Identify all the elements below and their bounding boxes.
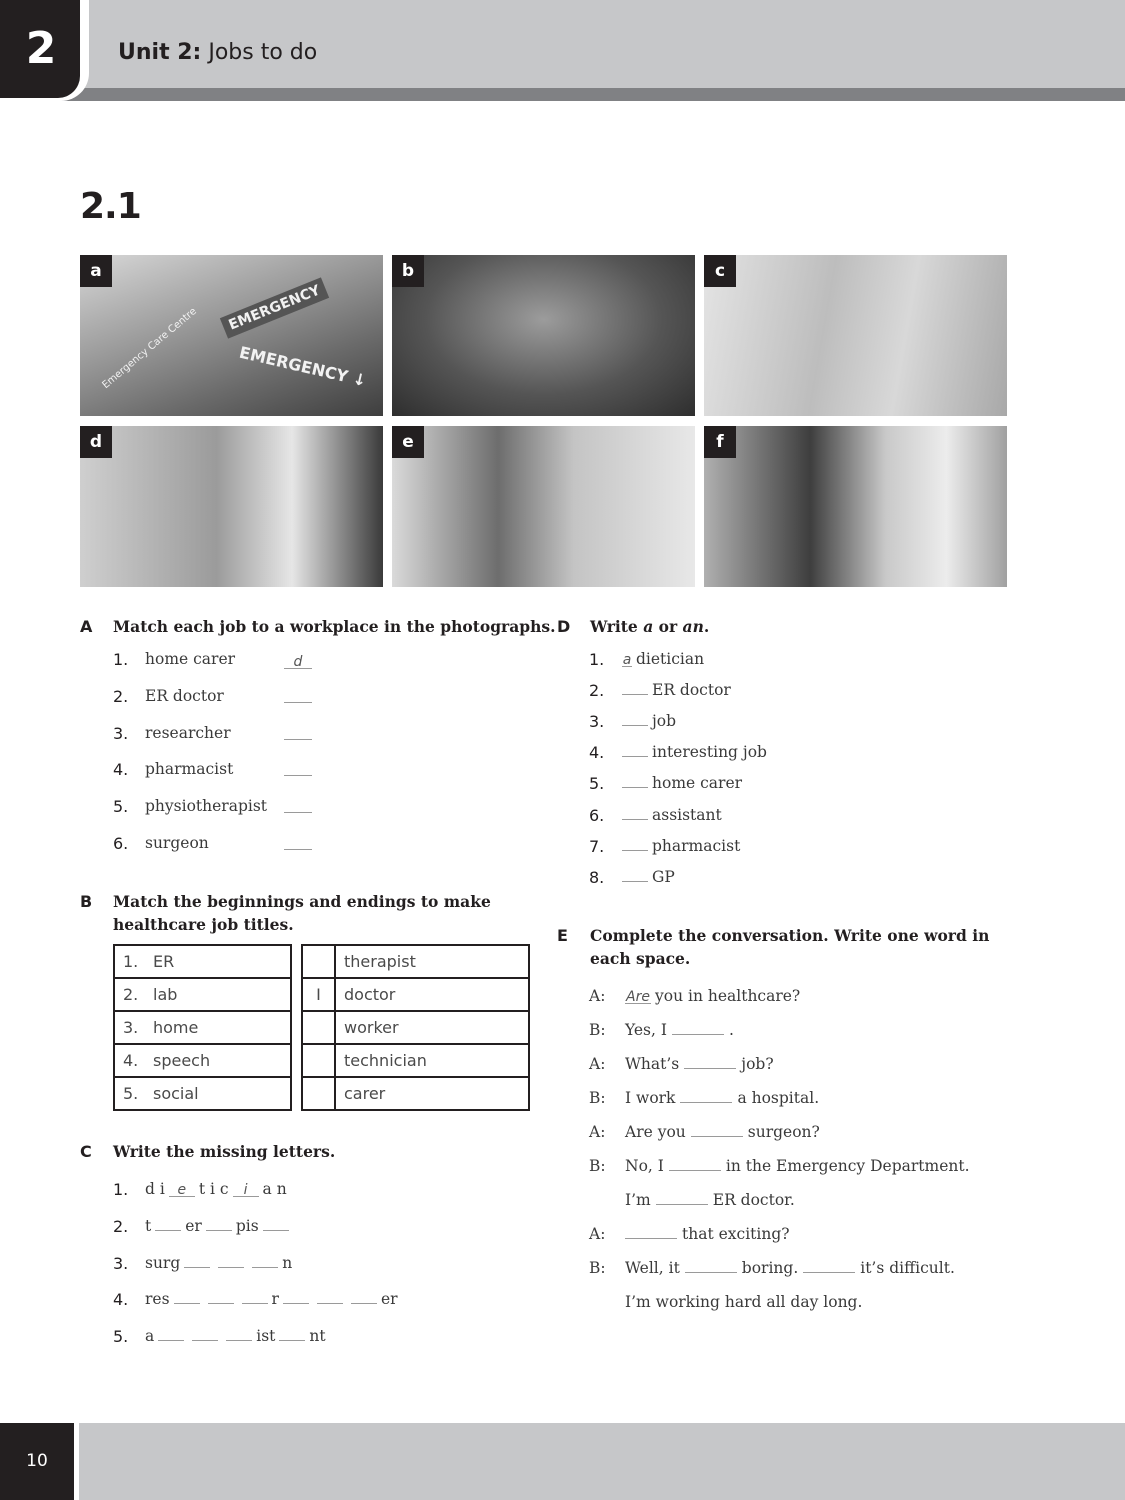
dialogue-text: it’s difficult.: [860, 1259, 955, 1277]
beginning-text: social: [153, 1084, 199, 1103]
answer-blank[interactable]: [622, 743, 648, 757]
speaker-label: B:: [589, 1157, 606, 1175]
answer-blank[interactable]: [284, 799, 312, 813]
item-number: 6.: [113, 834, 129, 853]
item-number: 1.: [113, 650, 129, 669]
item-number: 1.: [113, 1180, 129, 1199]
letters: t i c: [198, 1180, 229, 1198]
ending-text: technician: [335, 1044, 529, 1077]
answer-blank[interactable]: [279, 1327, 305, 1341]
ending-text: therapist: [335, 945, 529, 978]
answer-blank[interactable]: [226, 1327, 252, 1341]
dialogue-text: a hospital.: [737, 1089, 820, 1107]
letters: t: [145, 1216, 152, 1235]
item-number: 4.: [589, 743, 605, 763]
exercise-d-instruction: [590, 615, 709, 638]
photo-label: d: [80, 426, 112, 458]
answer-blank[interactable]: [192, 1327, 218, 1341]
answer-blank[interactable]: [803, 1259, 855, 1273]
dialogue-text: Yes, I: [625, 1021, 667, 1039]
answer-blank[interactable]: [284, 836, 312, 850]
item-number: 7.: [589, 836, 605, 856]
article-item: [622, 774, 742, 792]
item-number: 3.: [113, 723, 129, 743]
dialogue-text: Well, it: [625, 1259, 680, 1277]
answer-blank[interactable]: [622, 774, 648, 788]
job-name: pharmacist: [145, 760, 234, 779]
photo-sign: Emergency Care Centre: [100, 305, 199, 392]
answer-blank[interactable]: a: [622, 652, 632, 668]
beginning-cell: [114, 978, 291, 1011]
letters: surg: [145, 1253, 181, 1272]
answer-blank[interactable]: [242, 1290, 268, 1304]
section-number: 2.1: [80, 186, 141, 227]
answer-blank[interactable]: [672, 1021, 724, 1035]
answer-blank[interactable]: [263, 1217, 289, 1231]
ending-row: [302, 1077, 529, 1110]
noun-phrase: assistant: [652, 805, 722, 824]
letters: a: [145, 1327, 155, 1346]
photo-label: a: [80, 255, 112, 287]
speaker-label: B:: [589, 1021, 606, 1039]
answer-blank[interactable]: [622, 681, 648, 695]
answer-blank[interactable]: [283, 1290, 309, 1304]
header-rule: [0, 88, 1125, 101]
answer-blank[interactable]: [317, 1290, 343, 1304]
row-number: 5.: [123, 1084, 139, 1103]
letters: d i: [145, 1180, 165, 1198]
answer-blank[interactable]: [680, 1089, 732, 1103]
dialogue-text: I’m: [625, 1191, 651, 1209]
answer-slot: [284, 689, 312, 707]
photo-b-operating-theatre: [392, 255, 695, 416]
dialogue-text: job?: [741, 1055, 774, 1073]
answer-blank[interactable]: d: [284, 655, 312, 669]
exercise-d-letter: D: [557, 617, 571, 636]
item-number: 5.: [113, 1327, 129, 1347]
item-number: 2.: [113, 1216, 129, 1236]
photo-sign: EMERGENCY: [220, 277, 329, 338]
dialogue-line: [625, 1225, 790, 1243]
answer-blank[interactable]: [206, 1217, 232, 1231]
job-name: researcher: [145, 723, 231, 742]
footer-bar: [79, 1423, 1125, 1500]
dialogue-text: What’s: [625, 1055, 680, 1073]
dialogue-line: [625, 987, 800, 1005]
match-box[interactable]: [302, 945, 335, 978]
answer-blank[interactable]: [218, 1254, 244, 1268]
article-item: [622, 806, 722, 824]
word-with-gaps: [145, 1327, 326, 1345]
answer-blank[interactable]: [284, 689, 312, 703]
beginning-cell: [114, 1011, 291, 1044]
unit-label: Unit 2:: [118, 40, 202, 65]
instruction-text: or: [653, 617, 683, 636]
answer-blank[interactable]: [184, 1254, 210, 1268]
dialogue-text: in the Emergency Department.: [725, 1157, 970, 1175]
dialogue-text: surgeon?: [747, 1123, 820, 1141]
beginning-row: [114, 945, 291, 978]
beginning-text: ER: [153, 952, 175, 971]
ending-text: worker: [335, 1011, 529, 1044]
photo-label: c: [704, 255, 736, 287]
item-number: 8.: [589, 867, 605, 887]
instruction-a: a: [643, 617, 654, 636]
article-item: [622, 837, 740, 855]
photo-label: b: [392, 255, 424, 287]
item-number: 3.: [113, 1253, 129, 1273]
answer-slot: [284, 726, 312, 744]
letters: r: [271, 1290, 279, 1309]
dialogue-text: boring.: [741, 1259, 799, 1277]
ending-text: doctor: [335, 978, 529, 1011]
speaker-label: A:: [589, 1055, 606, 1073]
word-with-gaps: [145, 1180, 287, 1198]
letters: er: [380, 1290, 398, 1309]
speaker-label: B:: [589, 1259, 606, 1277]
answer-blank[interactable]: [208, 1290, 234, 1304]
item-number: 4.: [113, 1290, 129, 1310]
job-name: surgeon: [145, 834, 209, 852]
beginning-row: [114, 1011, 291, 1044]
item-number: 2.: [589, 681, 605, 701]
ending-row: [302, 1044, 529, 1077]
article-item: [622, 868, 675, 886]
beginning-text: speech: [153, 1051, 211, 1070]
answer-blank[interactable]: [625, 1225, 677, 1239]
answer-blank[interactable]: e: [169, 1183, 195, 1197]
speaker-label: A:: [589, 1225, 606, 1243]
article-item: [622, 650, 704, 668]
row-number: 3.: [123, 1018, 139, 1037]
dialogue-line: [625, 1089, 819, 1107]
row-number: 1.: [123, 952, 139, 971]
article-item: [622, 681, 731, 699]
answer-blank[interactable]: [284, 762, 312, 776]
dialogue-line: [625, 1191, 795, 1209]
answer-slot: [284, 762, 312, 780]
job-name: physiotherapist: [145, 797, 268, 816]
noun-phrase: home carer: [652, 774, 743, 793]
noun-phrase: job: [652, 712, 677, 731]
answer-blank[interactable]: [252, 1254, 278, 1268]
answer-blank[interactable]: [622, 806, 648, 820]
noun-phrase: interesting job: [652, 743, 767, 762]
letters: n: [282, 1253, 293, 1272]
answer-blank[interactable]: [158, 1327, 184, 1341]
job-name: ER doctor: [145, 686, 224, 705]
speaker-label: A:: [589, 1123, 606, 1141]
item-number: 5.: [589, 774, 605, 794]
noun-phrase: ER doctor: [652, 681, 731, 700]
dialogue-text: ER doctor.: [712, 1191, 795, 1209]
ending-row: [302, 945, 529, 978]
article-item: [622, 743, 767, 761]
word-with-gaps: [145, 1217, 293, 1235]
dialogue-text: you in healthcare?: [655, 987, 801, 1005]
dialogue-text: No, I: [625, 1157, 664, 1175]
dialogue-line: [625, 1055, 774, 1073]
exercise-c-letter: C: [80, 1142, 92, 1161]
answer-blank[interactable]: [685, 1259, 737, 1273]
instruction-text: .: [703, 617, 710, 636]
photo-label: e: [392, 426, 424, 458]
dialogue-text: .: [729, 1021, 734, 1039]
match-box[interactable]: [302, 1011, 335, 1044]
answer-blank[interactable]: [174, 1290, 200, 1304]
dialogue-line: [625, 1259, 955, 1277]
answer-blank[interactable]: [622, 837, 648, 851]
dialogue-line: [625, 1157, 970, 1175]
answer-blank[interactable]: Are: [626, 989, 650, 1005]
answer-blank[interactable]: [622, 712, 648, 726]
unit-number-badge: 2: [0, 0, 80, 98]
dialogue-line: [625, 1123, 820, 1141]
match-box[interactable]: I: [302, 978, 335, 1011]
dialogue-text: I work: [625, 1089, 676, 1107]
beginning-cell: [114, 1044, 291, 1077]
instruction-an: an: [682, 617, 704, 636]
row-number: 4.: [123, 1051, 139, 1070]
exercise-b-letter: B: [80, 892, 93, 911]
page-number: 10: [0, 1423, 74, 1500]
noun-phrase: pharmacist: [652, 836, 741, 855]
photo-sign: EMERGENCY ↓: [237, 342, 369, 391]
letters: a n: [262, 1180, 287, 1198]
answer-slot: [284, 799, 312, 817]
letters: er: [185, 1216, 202, 1235]
answer-blank[interactable]: [284, 726, 312, 740]
item-number: 2.: [113, 686, 129, 706]
dialogue-line: [625, 1293, 862, 1311]
photo-d-home-care: [80, 426, 383, 587]
match-box[interactable]: [302, 1044, 335, 1077]
word-with-gaps: [145, 1290, 398, 1308]
noun-phrase: dietician: [636, 650, 705, 668]
answer-blank[interactable]: [155, 1217, 181, 1231]
item-number: 1.: [589, 650, 605, 669]
item-number: 3.: [589, 712, 605, 732]
answer-blank[interactable]: [656, 1191, 708, 1205]
answer-blank[interactable]: [669, 1157, 721, 1171]
dialogue-line: [625, 1021, 734, 1039]
item-number: 4.: [113, 760, 129, 780]
photo-label: f: [704, 426, 736, 458]
ending-row: [302, 978, 529, 1011]
letters: nt: [309, 1327, 326, 1346]
answer-blank[interactable]: [684, 1055, 736, 1069]
beginning-text: home: [153, 1018, 199, 1037]
exercise-b-instruction: Match the beginnings and endings to make healthcare job titles.: [113, 892, 491, 934]
beginning-row: [114, 978, 291, 1011]
exercise-e-instruction: Complete the conversation. Write one word in each space.: [590, 926, 990, 968]
item-number: 6.: [589, 805, 605, 825]
job-name: home carer: [145, 650, 236, 668]
ending-row: [302, 1011, 529, 1044]
dialogue-text: Are you: [625, 1123, 686, 1141]
beginning-text: lab: [153, 985, 178, 1004]
speaker-label: B:: [589, 1089, 606, 1107]
word-with-gaps: [145, 1254, 292, 1272]
beginnings-table: [113, 944, 292, 1111]
beginning-cell: [114, 945, 291, 978]
answer-slot: [284, 836, 312, 854]
answer-blank[interactable]: [351, 1290, 377, 1304]
noun-phrase: GP: [652, 867, 675, 886]
answer-blank[interactable]: [691, 1123, 743, 1137]
exercise-a-instruction: Match each job to a workplace in the photographs.: [113, 617, 556, 636]
unit-title: [118, 40, 317, 65]
photo-e-physiotherapy: [392, 426, 695, 587]
answer-blank[interactable]: [622, 868, 648, 882]
letters: pis: [235, 1216, 259, 1235]
exercise-c-instruction: Write the missing letters.: [113, 1142, 336, 1161]
match-box[interactable]: [302, 1077, 335, 1110]
answer-blank[interactable]: i: [233, 1183, 259, 1197]
answer-slot: [284, 652, 312, 670]
article-item: [622, 712, 676, 730]
exercise-e-letter: E: [557, 926, 568, 945]
unit-title-text: Jobs to do: [208, 40, 318, 65]
beginning-cell: [114, 1077, 291, 1110]
letters: ist: [256, 1327, 276, 1346]
photo-c-laboratory: [704, 255, 1007, 416]
row-number: 2.: [123, 985, 139, 1004]
photo-a-emergency-entrance: [80, 255, 383, 416]
instruction-text: Write: [590, 617, 644, 636]
photo-f-pharmacy: [704, 426, 1007, 587]
speaker-label: A:: [589, 987, 606, 1005]
letters: res: [145, 1290, 170, 1309]
dialogue-text: I’m working hard all day long.: [625, 1293, 863, 1311]
endings-table: [301, 944, 530, 1111]
dialogue-text: that exciting?: [682, 1225, 790, 1243]
beginning-row: [114, 1044, 291, 1077]
ending-text: carer: [335, 1077, 529, 1110]
beginning-row: [114, 1077, 291, 1110]
item-number: 5.: [113, 797, 129, 817]
exercise-a-letter: A: [80, 617, 93, 636]
